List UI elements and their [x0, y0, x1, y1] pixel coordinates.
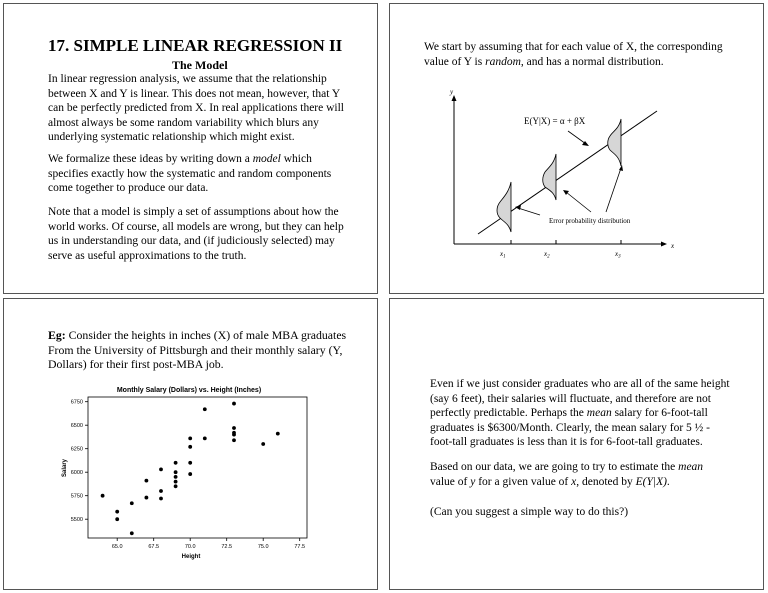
- data-point: [203, 407, 207, 411]
- x-tick-label: 72.5: [221, 544, 233, 550]
- slide-model-intro: [3, 3, 378, 294]
- paragraph-text: We formalize these ideas by writing down a: [48, 153, 253, 165]
- error-arrow-1: [518, 208, 540, 215]
- data-point: [159, 467, 163, 471]
- y-tick-label: 6250: [70, 446, 83, 453]
- equation-label: E(Y|X) = α + βX: [524, 116, 586, 126]
- data-point: [203, 436, 207, 440]
- data-point: [188, 461, 192, 465]
- data-point: [188, 445, 192, 449]
- data-point: [115, 517, 119, 521]
- y-axis-ticks: [71, 400, 88, 524]
- x-tick-label: 77.5: [294, 544, 306, 550]
- data-point: [174, 475, 178, 479]
- data-point: [232, 402, 236, 406]
- tick-label-x3: $x_3$: [615, 250, 621, 260]
- paragraph-model-definition: [48, 152, 343, 196]
- error-distribution-x3: [608, 119, 621, 166]
- x-tick-label: 75.0: [257, 544, 269, 550]
- data-point: [174, 461, 178, 465]
- data-point: [130, 501, 134, 505]
- data-point: [174, 470, 178, 474]
- x-tick-label: 70.0: [184, 544, 196, 550]
- x-axis-arrow: [661, 242, 667, 247]
- data-points: [101, 402, 280, 536]
- slide-example-data: [3, 298, 378, 590]
- y-axis-label: Salary: [62, 458, 68, 478]
- error-arrow-3: [606, 168, 621, 212]
- paragraph-text: value of: [430, 475, 471, 488]
- paragraph-text: salary for 6-foot-tall graduates is $6300/Month. Clearly, the mean salary for 5 ½ -foot-tall graduates is less than it is for 6-foot-tall graduates.: [430, 407, 710, 448]
- slide-subtitle: The Model: [172, 58, 228, 72]
- regression-model-diagram: [390, 4, 765, 295]
- slide-title: 17. SIMPLE LINEAR REGRESSION II: [48, 36, 343, 55]
- paragraph-salary-fluctuation: [430, 377, 730, 450]
- error-arrowhead-1: [515, 205, 521, 210]
- plot-frame: [88, 397, 307, 538]
- x-axis-label: Height: [181, 554, 201, 560]
- error-distribution-x2: [543, 154, 556, 200]
- paragraph-question: (Can you suggest a simple way to do this?): [430, 506, 629, 518]
- equation-arrow: [568, 131, 586, 144]
- y-tick-label: 6000: [70, 470, 83, 477]
- x-axis-ticks: [112, 538, 305, 550]
- slide-mean-estimation: [389, 298, 764, 590]
- example-label: Eg:: [48, 328, 66, 342]
- error-arrow-2: [566, 192, 591, 212]
- y-tick-label: 6500: [70, 423, 83, 430]
- y-tick-label: 5750: [70, 493, 83, 500]
- salary-height-scatter-chart: [4, 299, 379, 591]
- paragraph-text: which specifies exactly how the systematic and random components come together to produce our data.: [48, 153, 332, 194]
- data-point: [159, 497, 163, 501]
- error-distribution-label: Error probability distribution: [549, 217, 631, 225]
- data-point: [188, 436, 192, 440]
- data-point: [145, 479, 149, 483]
- emphasis-random: random: [485, 55, 521, 68]
- example-text: Consider the heights in inches (X) of male MBA graduates From the University of Pittsburgh and their monthly salary (Y, Dollars) for their first post-MBA job.: [48, 328, 347, 371]
- emphasis-mean: mean: [678, 461, 704, 473]
- data-point: [261, 442, 265, 446]
- tick-label-x1: $x_1$: [500, 250, 506, 260]
- emphasis-x: x: [571, 475, 577, 488]
- tick-label-x2: $x_2$: [544, 250, 550, 260]
- chart-title: Monthly Salary (Dollars) vs. Height (Inches): [116, 387, 262, 394]
- data-point: [174, 480, 178, 484]
- data-point: [232, 438, 236, 442]
- data-point: [232, 433, 236, 437]
- axis-y-label: y: [450, 88, 454, 96]
- x-tick-label: 65.0: [111, 544, 123, 550]
- paragraph-text: , denoted by: [576, 475, 636, 488]
- emphasis-model: model: [252, 153, 281, 165]
- paragraph-text: Based on our data, we are going to try to estimate the: [430, 461, 679, 473]
- error-arrowhead-2: [563, 190, 569, 195]
- emphasis-conditional-mean: E(Y|X): [635, 475, 667, 488]
- paragraph-linear-assumption: In linear regression analysis, we assume that the relationship between X and Y is linear. This does not mean, however, that Y can be perfectly predicted from X. In real applications there will almost always be some random variability which blurs any underlying systematic relationship which might exist.: [48, 73, 344, 143]
- data-point: [174, 484, 178, 488]
- data-point: [145, 496, 149, 500]
- y-tick-label: 5500: [70, 517, 83, 524]
- error-distribution-x1: [497, 182, 511, 232]
- data-point: [188, 472, 192, 476]
- paragraph-text: Even if we just consider graduates who are all of the same height (say 6 feet), their salaries will fluctuate, and therefore are not perfectly predictable. Perhaps the: [430, 378, 730, 419]
- emphasis-mean: mean: [586, 407, 612, 419]
- y-tick-label: 6750: [70, 399, 83, 406]
- paragraph-text: , and has a normal distribution.: [520, 55, 664, 68]
- paragraph-models-wrong: Note that a model is simply a set of assumptions about how the world works. Of course, all models are wrong, but they can help us in understanding our data, and (if judiciously selected) may serve as useful approximations to the truth.: [48, 206, 344, 262]
- data-point: [115, 510, 119, 514]
- data-point: [276, 432, 280, 436]
- axis-x-label: x: [671, 242, 675, 250]
- data-point: [101, 494, 105, 498]
- data-point: [159, 489, 163, 493]
- slide-normal-errors: [389, 3, 764, 294]
- emphasis-y: y: [470, 475, 476, 488]
- paragraph-text: We start by assuming that for each value of X, the corresponding value of Y is: [424, 41, 723, 68]
- paragraph-text: .: [666, 475, 670, 488]
- data-point: [130, 531, 134, 535]
- x-tick-label: 67.5: [148, 544, 160, 550]
- paragraph-text: for a given value of: [475, 475, 572, 488]
- data-point: [232, 426, 236, 430]
- paragraph-estimate-mean: [430, 460, 730, 489]
